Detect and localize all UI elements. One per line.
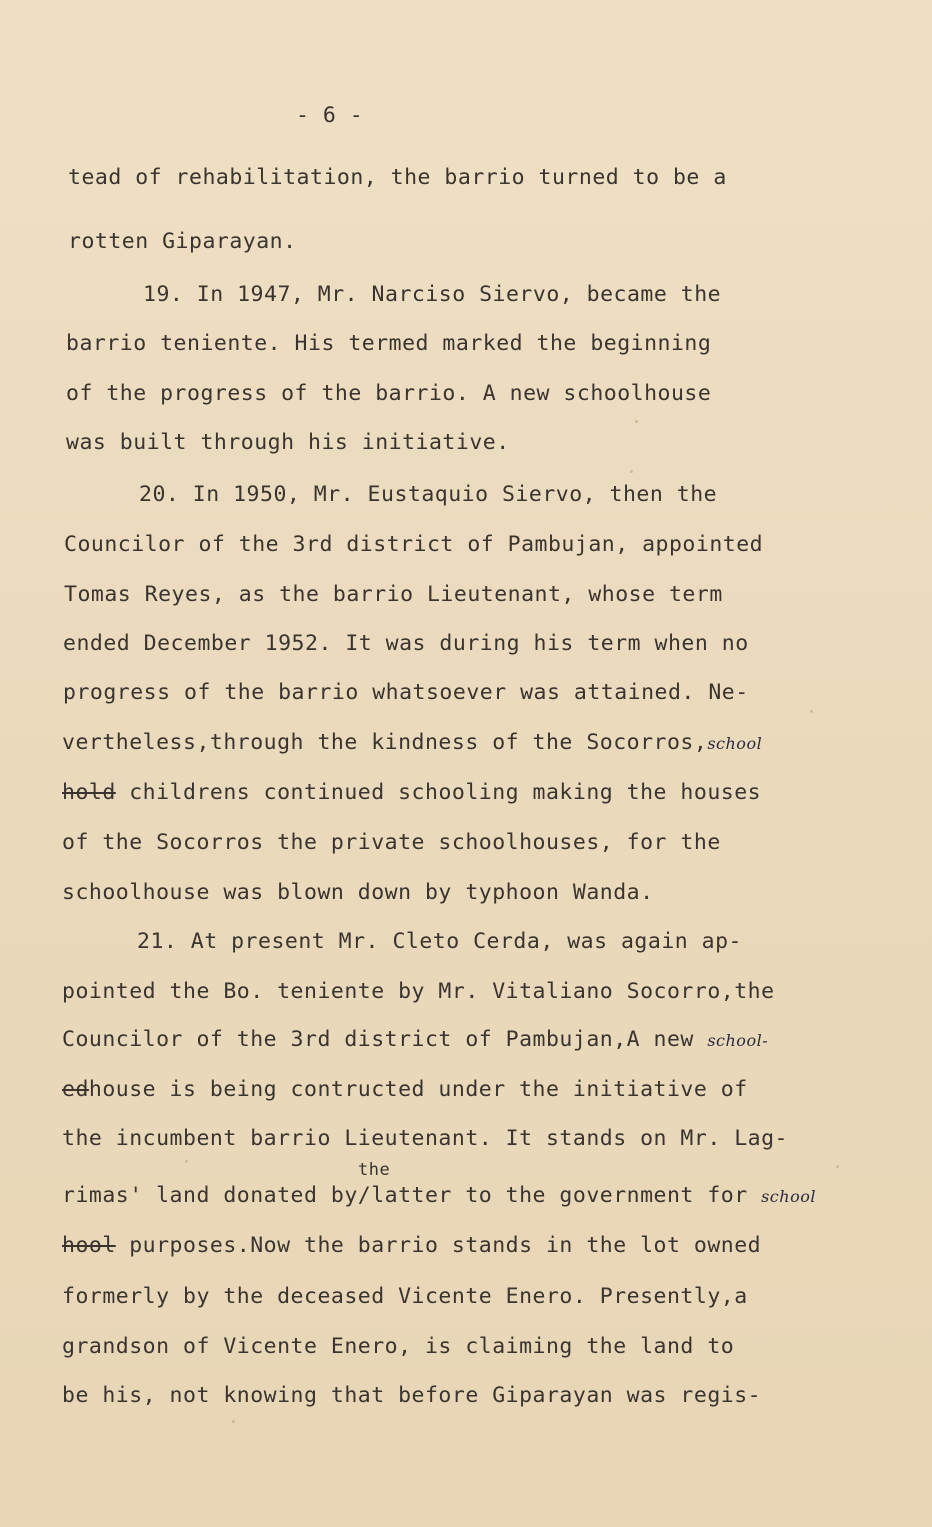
text-line: formerly by the deceased Vicente Enero. Presently,a [62, 1284, 748, 1309]
text-line [62, 780, 932, 806]
text-line: was built through his initiative. [66, 430, 510, 455]
text-line: Tomas Reyes, as the barrio Lieutenant, whose term [64, 582, 723, 607]
paper-speck [635, 420, 638, 423]
text-line: progress of the barrio whatsoever was attained. Ne- [63, 680, 749, 705]
text-line: rotten Giparayan. [68, 229, 297, 254]
paragraph-20-start: 20. In 1950, Mr. Eustaquio Siervo, then the [139, 482, 718, 507]
text-line [62, 1183, 932, 1210]
inserted-word: the [358, 1160, 391, 1180]
text-line: ended December 1952. It was during his term when no [63, 631, 749, 656]
page-number: - 6 - [296, 103, 364, 128]
paragraph-21-start: 21. At present Mr. Cleto Cerda, was again ap- [137, 929, 742, 954]
text-line: of the Socorros the private schoolhouses, for the [62, 830, 721, 855]
text-segment: vertheless,through the kindness of the Socorros, [62, 730, 708, 755]
handwritten-correction: school- [707, 1031, 769, 1050]
text-line: be his, not knowing that before Giparayan was regis- [62, 1383, 762, 1408]
text-line: grandson of Vicente Enero, is claiming the land to [62, 1334, 735, 1359]
handwritten-correction: school [761, 1187, 816, 1206]
text-segment: Councilor of the 3rd district of Pambujan,A new [62, 1027, 708, 1052]
text-segment: rimas' land donated by/latter to the government for [62, 1183, 762, 1208]
text-line: of the progress of the barrio. A new schoolhouse [66, 381, 712, 406]
text-line [62, 1233, 932, 1259]
paragraph-19-start: 19. In 1947, Mr. Narciso Siervo, became the [143, 282, 722, 307]
paper-speck [836, 1165, 839, 1168]
struck-text: hool [62, 1233, 116, 1258]
text-line: barrio teniente. His termed marked the beginning [66, 331, 712, 356]
text-line [62, 730, 932, 757]
struck-text: ed [62, 1077, 89, 1102]
paper-speck [185, 1160, 188, 1163]
struck-text: hold [62, 780, 116, 805]
handwritten-correction: school [707, 734, 763, 753]
text-line: schoolhouse was blown down by typhoon Wanda. [62, 880, 654, 905]
text-segment: childrens continued schooling making the houses [115, 780, 762, 805]
text-segment: purposes.Now the barrio stands in the lot owned [115, 1233, 762, 1258]
text-segment: house is being contructed under the initiative of [88, 1077, 748, 1102]
text-line [62, 1027, 932, 1054]
text-line: pointed the Bo. teniente by Mr. Vitaliano Socorro,the [62, 979, 775, 1004]
text-line: the incumbent barrio Lieutenant. It stands on Mr. Lag- [62, 1126, 788, 1151]
paper-speck [810, 710, 813, 713]
text-line: Councilor of the 3rd district of Pambujan, appointed [64, 532, 764, 557]
paper-speck [630, 470, 633, 473]
text-line [62, 1077, 932, 1103]
text-line: tead of rehabilitation, the barrio turned to be a [68, 165, 727, 190]
paper-speck [232, 1420, 235, 1423]
